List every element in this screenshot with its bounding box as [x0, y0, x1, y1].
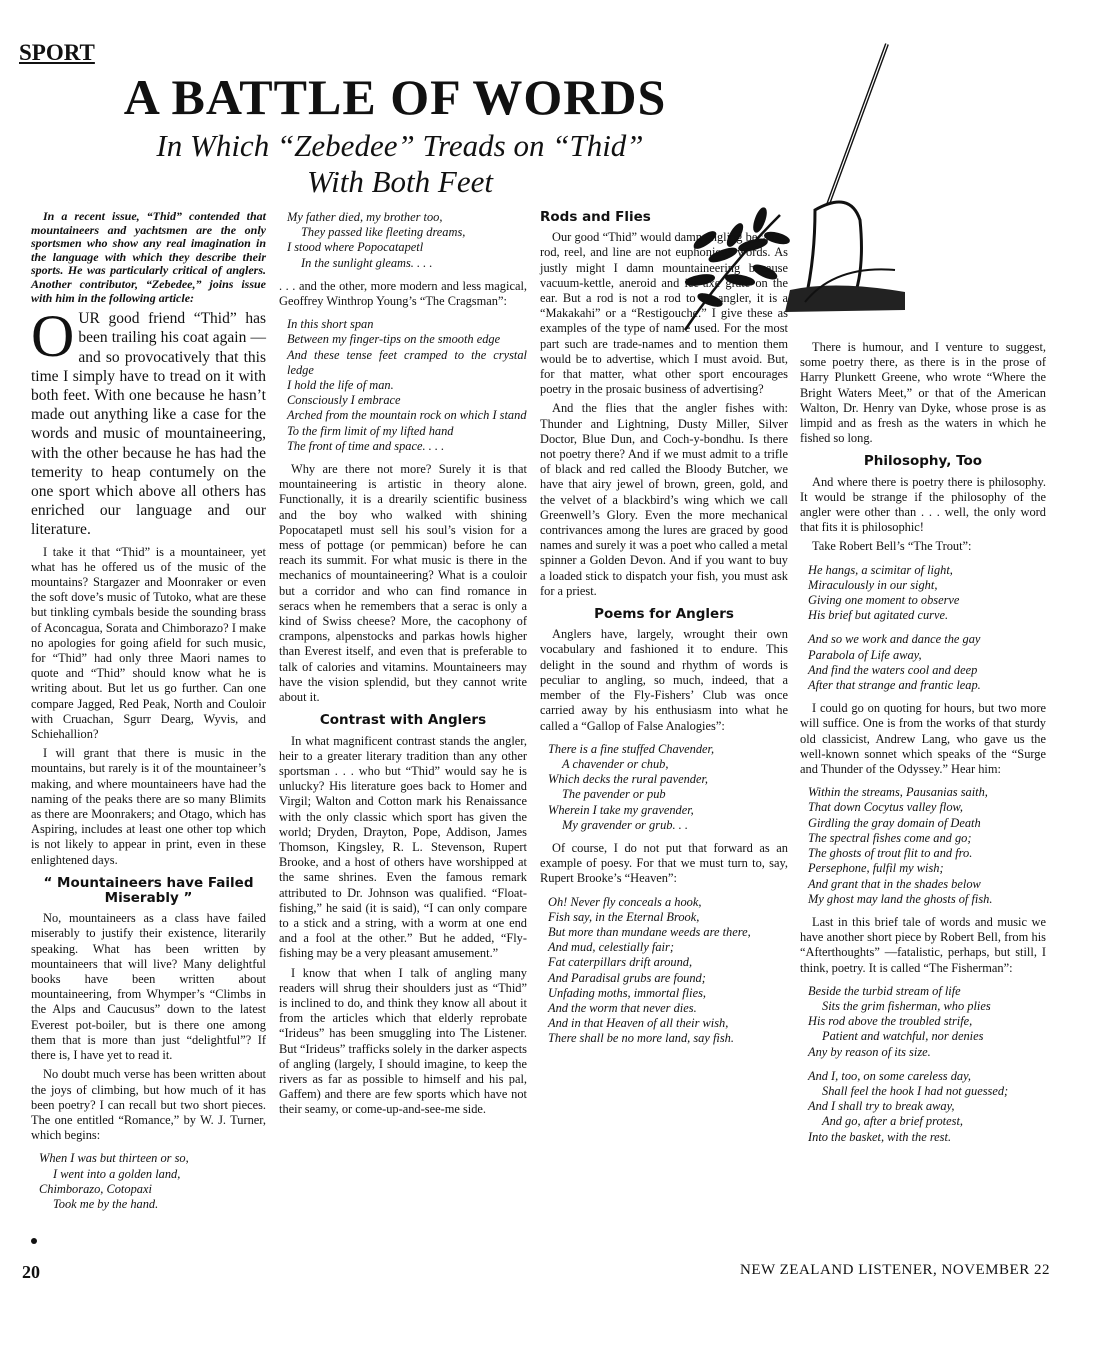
- poem-line: Chimborazo, Cotopaxi: [39, 1181, 152, 1196]
- poem-line: In this short span: [287, 317, 374, 332]
- drop-cap: O: [31, 303, 75, 370]
- poem-line: The spectral fishes come and go;: [808, 830, 972, 845]
- poem-line: There is a fine stuffed Chavender,: [548, 741, 715, 756]
- article-column-2: [279, 210, 527, 1122]
- bullet-mark: [31, 1238, 37, 1244]
- poem-line: Giving one moment to observe: [808, 593, 960, 608]
- paragraph: Why are there not more? Surely it is that mountaineering is artistic in theory alone. Functionally, it is a drearily scientific business and the boy who walked with shining Popocatapetl must sell his soul’s vision for a mess of pottage (or pemmican) before he can reach its summit. For what music is there in the mechanics of mountaineering? What is a couloir but a corridor and who can find romance in seracs when he remembers that a serac is only a kind of Swiss cheese? More, the cacophony of crampons, alpenstocks and parkas howls higher than Everest itself, and even that is preferable to talk of calories and vitamins. Mountaineers may have the vision splendid, but they cannot write about it.: [279, 462, 527, 705]
- paragraph: Anglers have, largely, wrought their own vocabulary and fashioned it to endure. This delight in the sound and rhythm of words is peculiar to angling, so much, indeed, that a member of the Fly-Fishers’ Club was once carried away by his enthusiasm into what he called a “Gallop of False Analogies”:: [540, 627, 788, 733]
- poem-line: There shall be no more land, say fish.: [548, 1031, 734, 1046]
- poem-line: And these tense feet cramped to the crystal ledge: [287, 347, 527, 377]
- poem-line: That down Cocytus valley flow,: [808, 800, 963, 815]
- poem-andrew-lang: [808, 785, 1046, 907]
- paragraph: In what magnificent contrast stands the angler, heir to a greater literary tradition than any other sportsman . . . who but “Thid” would say he is unlucky? His literature goes back to Homer and Virgil; Walton and Cotton mark his Renaissance with the only classic which sport has given the world; Dryden, Drayton, Pope, Addison, James Thomson, Kingsley, R. L. Stevenson, Rupert Brooke, and a host of others have worshipped at the same shrines. Even the famous remark attributed to Dr. Johnson was qualified. “Float-fishing,” he said (it is said), “I can only compare to a stick and a string, with a worm at one end and a fool at the other.” But he added, “Fly-fishing may be a very pleasant amusement.”: [279, 733, 527, 961]
- poem-line: Wherein I take my gravender,: [548, 802, 694, 817]
- paragraph: Take Robert Bell’s “The Trout”:: [812, 539, 972, 554]
- poem-cragsman: [287, 317, 527, 454]
- paragraph: Last in this brief tale of words and music we have another short piece by Robert Bell, from his “Afterthoughts” —fatalistic, perhaps, but still, I think, poetry. It is called “The Fisherman”:: [800, 914, 1046, 975]
- poem-line: Persephone, fulfil my wish;: [808, 861, 944, 876]
- poem-line: And go, after a brief protest,: [822, 1114, 963, 1129]
- paragraph: Of course, I do not put that forward as an example of poesy. For that we must turn to, say, Rupert Brooke’s “Heaven”:: [540, 840, 788, 886]
- section-kicker: SPORT: [19, 40, 95, 65]
- article-column-3: [540, 210, 788, 1055]
- poem-heaven: [548, 895, 788, 1047]
- paragraph: And the flies that the angler fishes with: Thunder and Lightning, Dusty Miller, Silver Doctor, Blue Dun, and Coch-y-bondhu. Is there not poetry there? And if we must admit to a trifle of black and red called the Bloody Butcher, we have that airy jewel of brown, green, gold, and the velvet of a blackbird’s wing which we call Greenwell’s Glory. Even the more mechanical contrivances among the lures are graced by good names and surely it was a poet who called a metal spinner a Golden Devon. And if you want to buy a loaded stick to dispatch your fish, you must ask for a priest.: [540, 401, 788, 598]
- poem-line: Oh! Never fly conceals a hook,: [548, 894, 702, 909]
- paragraph: No, mountaineers as a class have failed miserably to justify their existence, literarily speaking. What has been written by mountaineers that will live? Many delightful books have been written about mountaineering, from Whymper’s “Climbs in the Alps and Caucusus” down to the latest Everest pot-boiler, but is there one among them that is more than just “delightful”? If there is, I have yet to read it.: [31, 911, 266, 1063]
- poem-line: They passed like fleeting dreams,: [301, 225, 466, 240]
- poem-line: The front of time and space. . . .: [287, 438, 445, 453]
- poem-line: And I, too, on some careless day,: [808, 1068, 972, 1083]
- poem-line: Arched from the mountain rock on which I stand: [287, 408, 527, 423]
- poem-line: After that strange and frantic leap.: [808, 678, 981, 693]
- poem-line: When I was but thirteen or so,: [39, 1151, 189, 1166]
- poem-line: But more than mundane weeds are there,: [548, 924, 751, 939]
- poem-line: Consciously I embrace: [287, 393, 401, 408]
- poem-line: Shall feel the hook I had not guessed;: [822, 1083, 1009, 1098]
- paragraph: I will grant that there is music in the mountains, but rarely is it of the mountaineer’s making, and where mountaineers have had the naming of the peaks there are so many Blimits as there are Moonrakers; and Otago, which has Aspiring, includes at least one other top which is not likely to appear in print, even in these enlightened days.: [31, 746, 266, 867]
- poem-line: And find the waters cool and deep: [808, 662, 978, 677]
- poem-line: My father died, my brother too,: [287, 210, 443, 224]
- poem-line: The ghosts of trout flit to and fro.: [808, 846, 973, 861]
- page-number: 20: [22, 1262, 40, 1282]
- poem-line: A chavender or chub,: [562, 756, 669, 771]
- poem-line: Unfading moths, immortal flies,: [548, 985, 706, 1000]
- article-column-4: [800, 340, 1046, 1153]
- poem-line: I hold the life of man.: [287, 378, 394, 393]
- paragraph: I take it that “Thid” is a mountaineer, yet what has he offered us of the music of the mountains? Stargazer and Moonraker or even the soft dove’s music of Tutoko, what are these but tinkling cymbals beside the sounding brass of Aconcagua, Sorata and Chimborazo? I make no apologies for going afield for such music, for “Thid” had only three Maori names to quote and “Thid” should know what he is writing about. But let us go further. Can one compare Jagged, Red Peak, North and Couloir with Cruachan, Sgurr Dearg, Wyvis, and Schiehallion?: [31, 544, 266, 742]
- paragraph: And where there is poetry there is philosophy. It would be strange if the philosophy of the angler were other than . . . well, the only word that fits it is philosophic!: [800, 474, 1046, 535]
- poem-line: The pavender or pub: [562, 787, 666, 802]
- article-lede: [31, 303, 266, 539]
- poem-the-trout: [808, 563, 1046, 694]
- poem-line: He hangs, a scimitar of light,: [808, 562, 953, 577]
- poem-line: My gravender or grub. . .: [562, 817, 688, 832]
- article-column-1: [31, 210, 266, 1220]
- poem-line: My ghost may land the ghosts of fish.: [808, 891, 993, 906]
- poem-line: His rod above the troubled strife,: [808, 1014, 973, 1029]
- poem-line: Parabola of Life away,: [808, 647, 922, 662]
- paragraph: No doubt much verse has been written about the joys of climbing, but how much of it has been poetry? I can recall but two short pieces. The one entitled “Romance,” by W. J. Turner, which begins:: [31, 1067, 266, 1143]
- poem-line: And mud, celestially fair;: [548, 940, 674, 955]
- paragraph: . . . and the other, more modern and less magical, Geoffrey Winthrop Young’s “The Cragsman”:: [279, 278, 527, 309]
- section-heading: “ Mountaineers have Failed Miserably ”: [43, 874, 254, 907]
- poem-line: To the firm limit of my lifted hand: [287, 423, 454, 438]
- poem-line: And Paradisal grubs are found;: [548, 970, 706, 985]
- poem-gallop: [548, 742, 788, 833]
- poem-line: Which decks the rural pavender,: [548, 772, 709, 787]
- subheadline-line-2: With Both Feet: [307, 164, 493, 199]
- poem-line: In the sunlight gleams. . . .: [301, 255, 433, 270]
- paragraph: Our good “Thid” would damn angling because, rod, reel, and line are not euphonious words. As justly might I damn mountaineering because vacuum-kettle, aneroid and ice-axe grate on the ear. But a rod is not a rod to an angler, it is a “Makakahi” or a “Restigouche.” I give these as examples of the type of name used. For the most part such are trade-names and to mention them would be to advertise, which I must avoid. But, for that matter, what other sport encourages poetry in the prosaic business of advertising?: [540, 230, 788, 397]
- article-intro: In a recent issue, “Thid” contended that mountaineers and yachtsmen are the only sportsmen who show any real imagination in the language with which they describe their sports. He was particularly critical of anglers. Another contributor, “Zebedee,” joins issue with him in the following article:: [31, 209, 266, 305]
- poem-line: And so we work and dance the gay: [808, 632, 981, 647]
- poem-line: And grant that in the shades below: [808, 876, 981, 891]
- poem-line: And the worm that never dies.: [548, 1000, 697, 1015]
- poem-line: Miraculously in our sight,: [808, 577, 938, 592]
- poem-romance-continued: [287, 210, 527, 271]
- poem-line: Into the basket, with the rest.: [808, 1129, 952, 1144]
- poem-line: Any by reason of its size.: [808, 1044, 931, 1059]
- poem-line: I stood where Popocatapetl: [287, 240, 424, 255]
- poem-romance: [39, 1151, 266, 1212]
- poem-line: Fish say, in the Eternal Brook,: [548, 909, 700, 924]
- poem-line: Took me by the hand.: [53, 1196, 159, 1211]
- lede-text: UR good friend “Thid” has been trailing his coat again — and so provocatively that this time I simply have to tread on it with both feet. With one because he hasn’t made out anything like a case for the words and music of mountaineering, with the other because he has had the temerity to heap contumely on the one sport which above all others has enriched our language and our literature.: [31, 310, 266, 539]
- poem-line: Beside the turbid stream of life: [808, 983, 961, 998]
- paragraph: There is humour, and I venture to suggest, some poetry there, as there is in the prose of Harry Plunkett Greene, who wrote “Where the Bright Waters Meet,” or that of the American Walton, Dr. Henry van Dyke, whose prose is as limpid and as fresh as the waters in which he fished so long.: [800, 340, 1046, 446]
- poem-line: His brief but agitated curve.: [808, 608, 949, 623]
- poem-line: And in that Heaven of all their wish,: [548, 1016, 729, 1031]
- poem-line: Sits the grim fisherman, who plies: [822, 998, 991, 1013]
- poem-line: Patient and watchful, nor denies: [822, 1029, 984, 1044]
- section-heading: Rods and Flies: [540, 209, 651, 225]
- poem-line: Fat caterpillars drift around,: [548, 955, 693, 970]
- poem-line: Within the streams, Pausanias saith,: [808, 785, 988, 800]
- headline: A BATTLE OF WORDS: [123, 69, 667, 125]
- poem-line: I went into a golden land,: [53, 1166, 181, 1181]
- paragraph: I know that when I talk of angling many readers will shrug their shoulders just as “Thid” is inclined to do, and think they know all about it from the articles which that elderly reprobate “Irideus” has been smuggling into The Listener. But “Irideus” trafficks solely in the darker aspects of angling (largely, I should imagine, to keep the rivers as far as possible to himself and his pal, Gaffem) and there are few sports which have not their seamy, or come-up-and-see-me side.: [279, 965, 527, 1117]
- poem-the-fisherman: [808, 984, 1046, 1145]
- publication-footer: NEW ZEALAND LISTENER, NOVEMBER 22: [740, 1262, 1050, 1278]
- section-heading: Philosophy, Too: [863, 453, 983, 470]
- poem-line: Between my finger-tips on the smooth edge: [287, 332, 501, 347]
- poem-line: Girdling the gray domain of Death: [808, 815, 981, 830]
- section-heading: Contrast with Anglers: [319, 712, 487, 729]
- poem-line: And I shall try to break away,: [808, 1099, 955, 1114]
- section-heading: Poems for Anglers: [594, 606, 734, 623]
- paragraph: I could go on quoting for hours, but two more will suffice. One is from the works of that sturdy old classicist, Andrew Lang, who gave us the well-known sonnet which speaks of the “Surge and Thunder of the Odyssey.” Hear him:: [800, 701, 1046, 777]
- subheadline-line-1: In Which “Zebedee” Treads on “Thid”: [156, 128, 644, 163]
